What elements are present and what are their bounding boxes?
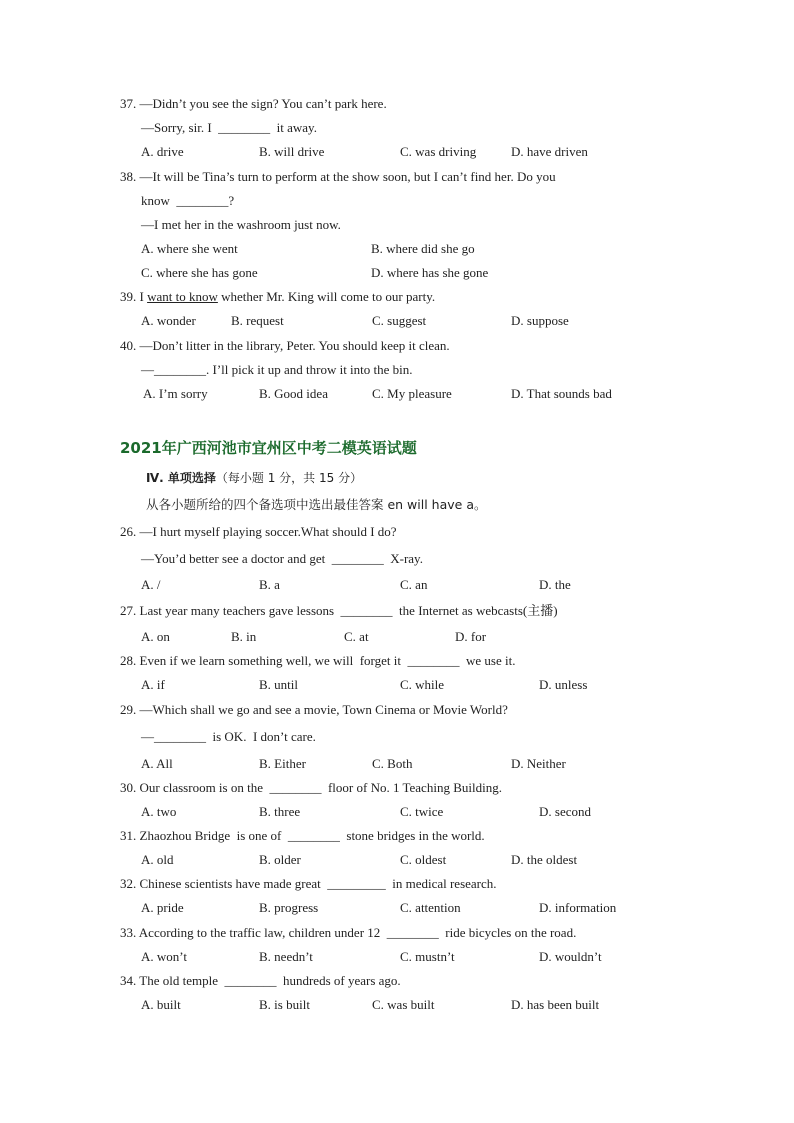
q37-stem: 37. —Didn’t you see the sign? You can’t park here. bbox=[120, 96, 387, 111]
q27-option-a[interactable]: A. on bbox=[141, 629, 170, 644]
q31-option-d[interactable]: D. the oldest bbox=[511, 852, 578, 867]
q26-option-b[interactable]: B. a bbox=[259, 577, 280, 592]
section-instruction: 从各小题所给的四个备选项中选出最佳答案 en will have a。 bbox=[146, 497, 487, 512]
q34-option-c[interactable]: C. was built bbox=[372, 997, 435, 1012]
q28-option-c[interactable]: C. while bbox=[400, 677, 445, 692]
q33-option-d[interactable]: D. wouldn’t bbox=[539, 949, 602, 964]
q39-option-b[interactable]: B. request bbox=[231, 313, 284, 328]
q37-reply: —Sorry, sir. I ________ it away. bbox=[141, 120, 317, 135]
q34-option-a[interactable]: A. built bbox=[141, 997, 181, 1012]
q40-reply: —________. I’ll pick it up and throw it into the bin. bbox=[141, 362, 413, 377]
q39-underlined-phrase: want to know bbox=[147, 289, 218, 304]
q39-stem bbox=[120, 289, 435, 305]
q38-option-b[interactable]: B. where did she go bbox=[371, 241, 475, 256]
q38-stem-line2: know ________? bbox=[141, 193, 235, 208]
q39-option-d[interactable]: D. suppose bbox=[511, 313, 569, 328]
q33-stem: 33. According to the traffic law, children under 12 ________ ride bicycles on the road. bbox=[120, 925, 577, 940]
q28-option-a[interactable]: A. if bbox=[141, 677, 165, 692]
q30-option-c[interactable]: C. twice bbox=[400, 804, 444, 819]
q26-option-d[interactable]: D. the bbox=[539, 577, 571, 592]
q32-option-c[interactable]: C. attention bbox=[400, 900, 461, 915]
q32-option-a[interactable]: A. pride bbox=[141, 900, 184, 915]
q28-option-b[interactable]: B. until bbox=[259, 677, 299, 692]
q38-reply: —I met her in the washroom just now. bbox=[141, 217, 341, 232]
q33-option-b[interactable]: B. needn’t bbox=[259, 949, 313, 964]
q26-stem: 26. —I hurt myself playing soccer.What should I do? bbox=[120, 524, 397, 539]
q34-option-b[interactable]: B. is built bbox=[259, 997, 310, 1012]
q38-option-c[interactable]: C. where she has gone bbox=[141, 265, 258, 280]
q39-option-c[interactable]: C. suggest bbox=[372, 313, 427, 328]
q40-stem: 40. —Don’t litter in the library, Peter. You should keep it clean. bbox=[120, 338, 450, 353]
q38-stem-line1: 38. —It will be Tina’s turn to perform at the show soon, but I can’t find her. Do you bbox=[120, 169, 556, 184]
q31-option-b[interactable]: B. older bbox=[259, 852, 301, 867]
q39-stem-prefix: 39. I bbox=[120, 289, 148, 304]
q37-option-a[interactable]: A. drive bbox=[141, 144, 184, 159]
q38-option-d[interactable]: D. where has she gone bbox=[371, 265, 489, 280]
q39-option-a[interactable]: A. wonder bbox=[141, 313, 196, 328]
q31-stem: 31. Zhaozhou Bridge is one of ________ stone bridges in the world. bbox=[120, 828, 485, 843]
q29-option-c[interactable]: C. Both bbox=[372, 756, 413, 771]
q26-option-c[interactable]: C. an bbox=[400, 577, 428, 592]
q38-option-a[interactable]: A. where she went bbox=[141, 241, 238, 256]
q37-option-c[interactable]: C. was driving bbox=[400, 144, 477, 159]
q33-option-c[interactable]: C. mustn’t bbox=[400, 949, 455, 964]
q32-stem: 32. Chinese scientists have made great _________ in medical research. bbox=[120, 876, 497, 891]
q30-stem: 30. Our classroom is on the ________ floor of No. 1 Teaching Building. bbox=[120, 780, 502, 795]
q27-stem: 27. Last year many teachers gave lessons ________ the Internet as webcasts(主播) bbox=[120, 603, 558, 618]
q40-option-c[interactable]: C. My pleasure bbox=[372, 386, 452, 401]
q33-option-a[interactable]: A. won’t bbox=[141, 949, 187, 964]
q39-stem-suffix: whether Mr. King will come to our party. bbox=[217, 289, 436, 304]
q27-option-c[interactable]: C. at bbox=[344, 629, 369, 644]
q28-option-d[interactable]: D. unless bbox=[539, 677, 588, 692]
q31-option-a[interactable]: A. old bbox=[141, 852, 174, 867]
q37-option-d[interactable]: D. have driven bbox=[511, 144, 588, 159]
q29-option-b[interactable]: B. Either bbox=[259, 756, 306, 771]
q26-reply: —You’d better see a doctor and get ________ X-ray. bbox=[141, 551, 423, 566]
q31-option-c[interactable]: C. oldest bbox=[400, 852, 447, 867]
q32-option-d[interactable]: D. information bbox=[539, 900, 617, 915]
q30-option-a[interactable]: A. two bbox=[141, 804, 177, 819]
q32-option-b[interactable]: B. progress bbox=[259, 900, 319, 915]
q26-option-a[interactable]: A. / bbox=[141, 577, 161, 592]
q34-option-d[interactable]: D. has been built bbox=[511, 997, 600, 1012]
q40-option-a[interactable]: A. I’m sorry bbox=[143, 386, 208, 401]
exam-title: 2021年广西河池市宜州区中考二模英语试题 bbox=[120, 439, 417, 457]
q37-option-b[interactable]: B. will drive bbox=[259, 144, 325, 159]
q30-option-b[interactable]: B. three bbox=[259, 804, 301, 819]
section-score-note: （每小题 1 分，共 15 分） bbox=[215, 471, 363, 485]
q29-option-d[interactable]: D. Neither bbox=[511, 756, 566, 771]
section-label: Ⅳ. 单项选择 bbox=[146, 471, 216, 485]
section-heading bbox=[146, 470, 362, 486]
q29-reply: —________ is OK. I don’t care. bbox=[141, 729, 316, 744]
q28-stem: 28. Even if we learn something well, we will forget it ________ we use it. bbox=[120, 653, 516, 668]
q29-option-a[interactable]: A. All bbox=[141, 756, 173, 771]
q40-option-b[interactable]: B. Good idea bbox=[259, 386, 328, 401]
q27-option-d[interactable]: D. for bbox=[455, 629, 487, 644]
q34-stem: 34. The old temple ________ hundreds of years ago. bbox=[120, 973, 401, 988]
q29-stem: 29. —Which shall we go and see a movie, Town Cinema or Movie World? bbox=[120, 702, 508, 717]
q30-option-d[interactable]: D. second bbox=[539, 804, 591, 819]
q27-option-b[interactable]: B. in bbox=[231, 629, 257, 644]
q40-option-d[interactable]: D. That sounds bad bbox=[511, 386, 612, 401]
